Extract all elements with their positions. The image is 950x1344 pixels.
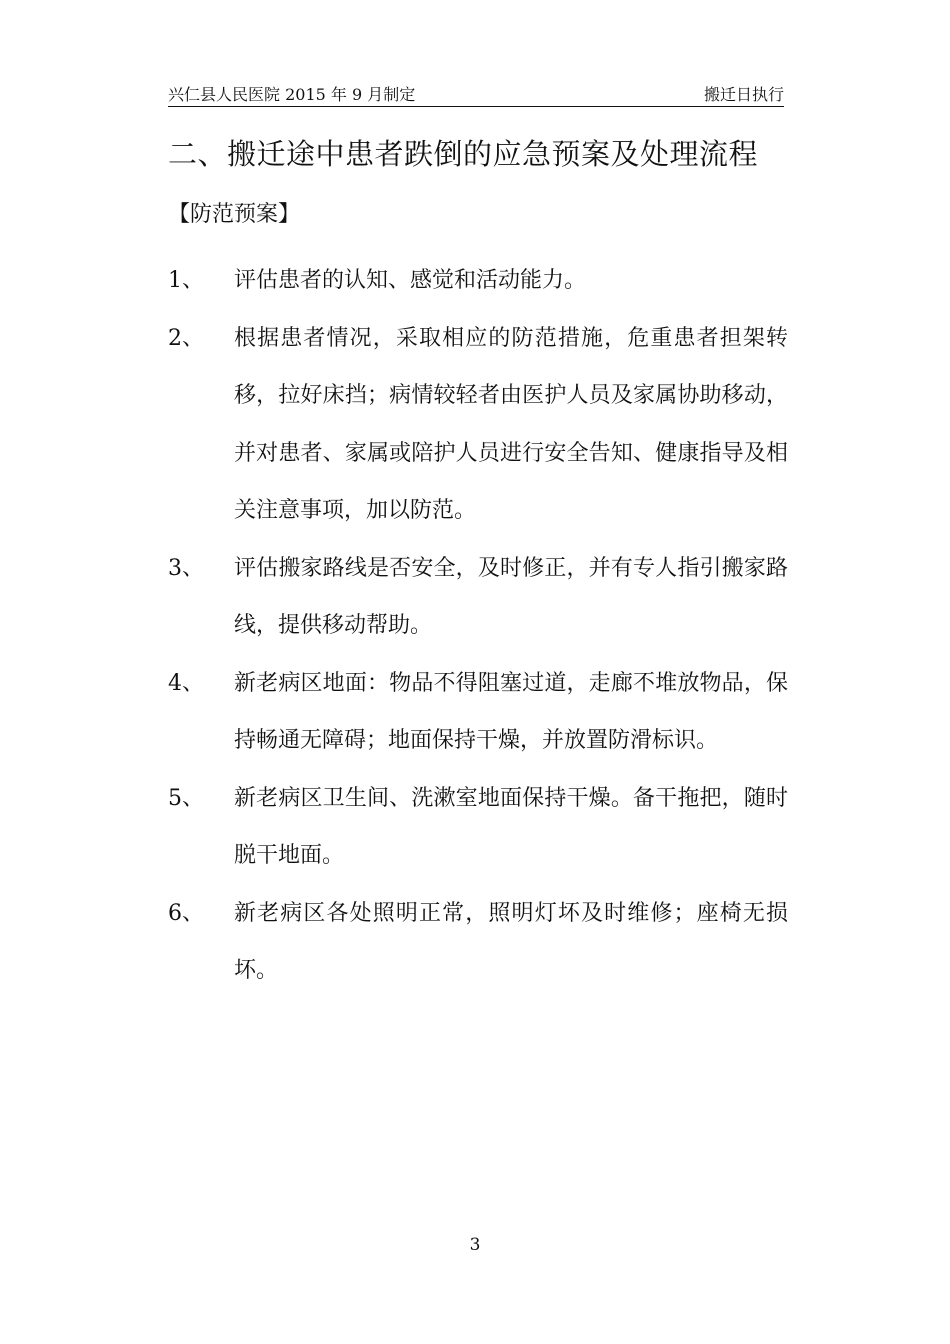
prevention-list <box>168 252 788 1000</box>
list-item <box>168 540 788 655</box>
item-text: 新老病区地面：物品不得阻塞过道，走廊不堆放物品，保持畅通无障碍；地面保持干燥，并放置防滑标识。 <box>234 670 788 753</box>
list-item <box>168 655 788 770</box>
item-number: 6、 <box>168 900 204 926</box>
item-text: 新老病区卫生间、洗漱室地面保持干燥。备干拖把，随时脱干地面。 <box>234 785 788 868</box>
list-item <box>168 885 788 1000</box>
header-left-text: 兴仁县人民医院 2015 年 9 月制定 <box>168 85 416 104</box>
item-number: 2、 <box>168 325 204 351</box>
item-text: 根据患者情况，采取相应的防范措施，危重患者担架转移，拉好床挡；病情较轻者由医护人员及家属协助移动，并对患者、家属或陪护人员进行安全告知、健康指导及相关注意事项，加以防范。 <box>234 325 788 523</box>
item-number: 4、 <box>168 670 204 696</box>
item-text: 评估患者的认知、感觉和活动能力。 <box>234 268 587 293</box>
list-item <box>168 252 788 310</box>
item-number: 1、 <box>168 268 204 293</box>
item-text: 新老病区各处照明正常，照明灯坏及时维修；座椅无损坏。 <box>234 900 788 983</box>
header-right-text: 搬迁日执行 <box>703 85 784 104</box>
item-text: 评估搬家路线是否安全，及时修正，并有专人指引搬家路线，提供移动帮助。 <box>234 555 788 638</box>
item-number: 5、 <box>168 785 204 811</box>
item-number: 3、 <box>168 555 204 581</box>
section-label: 【防范预案】 <box>168 202 301 227</box>
page-header <box>168 84 784 107</box>
page-number: 3 <box>469 1235 481 1255</box>
document-title: 二、搬迁途中患者跌倒的应急预案及处理流程 <box>168 137 759 171</box>
list-item <box>168 310 788 540</box>
list-item <box>168 770 788 885</box>
